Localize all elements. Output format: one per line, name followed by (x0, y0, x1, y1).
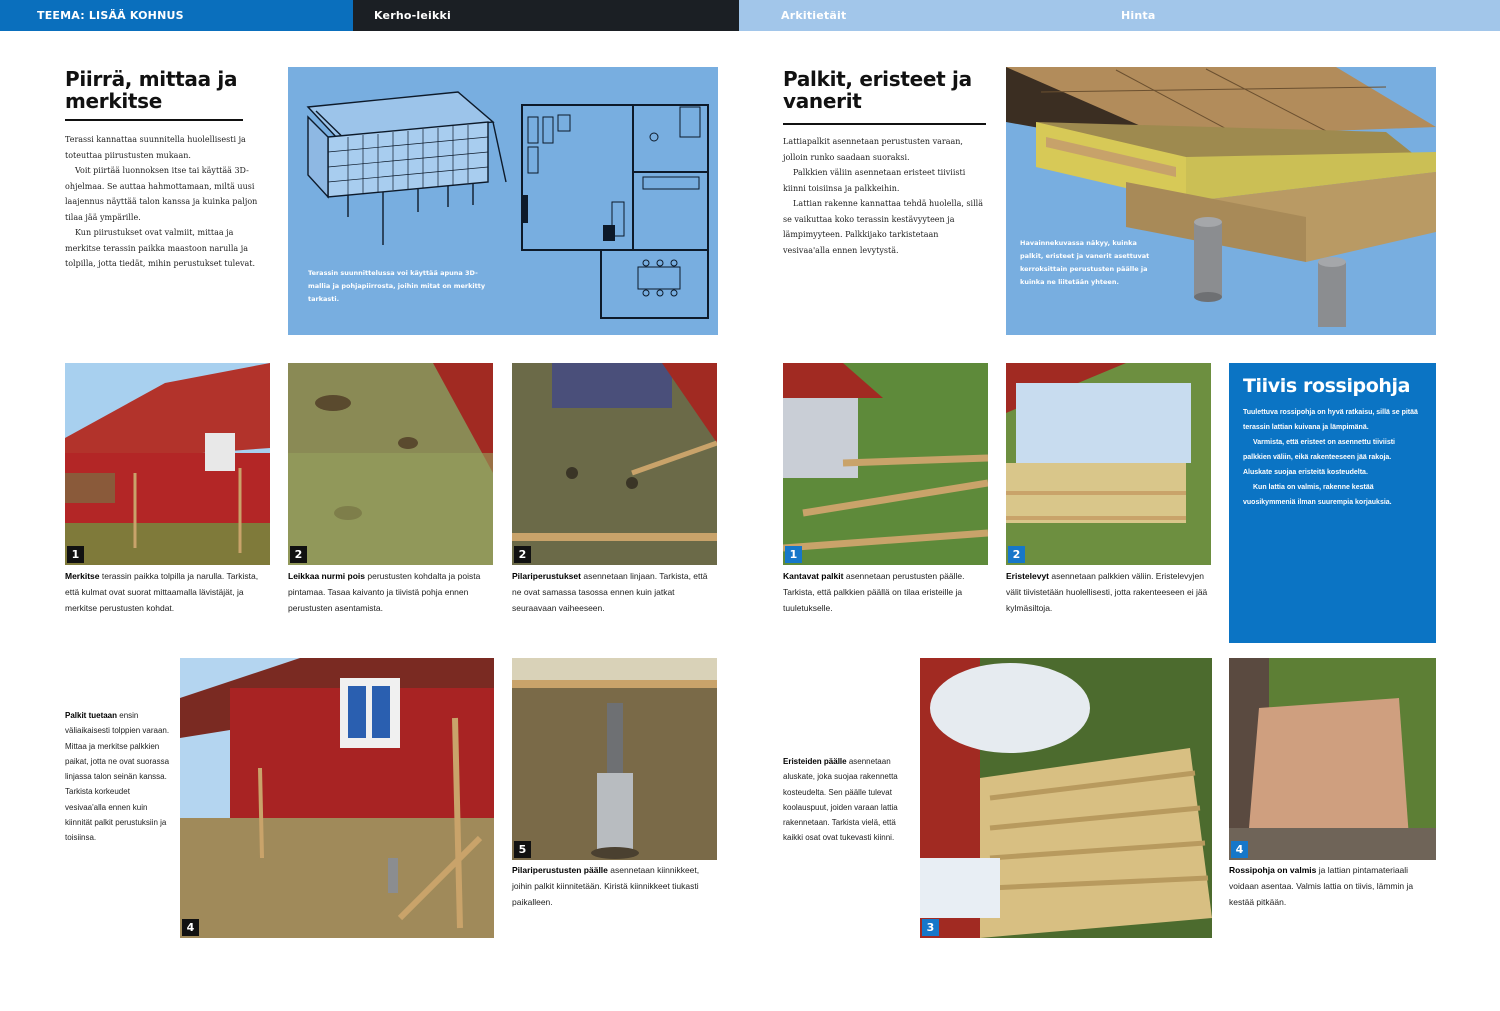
caption-step-2 (288, 568, 493, 616)
caption-lead: Palkit tuetaan (65, 711, 118, 720)
caption-text: perustusten kohdalta ja poista pintamaa. Tasaa kaivanto ja tiivistä pohja ennen perustusten asentamista. (288, 571, 481, 613)
caption-text: ensin väliaikaisesti tolppien varaan. Mittaa ja merkitse palkkien paikat, jotta ne ovat suorassa linjassa talon seinän kanssa. Tarkista korkeudet vesivaa'alla ennen kuin kiinnität palkit perustuksiin ja toisiinsa. (65, 711, 170, 843)
step-number: 3 (922, 919, 939, 936)
paragraph: Voit piirtää luonnoksen itse tai käyttää 3D-ohjelmaa. Se auttaa hahmottamaan, miltä uusi laajennus näyttää talon kanssa ja kuinka paljon tilaa jää ympärille. (65, 166, 258, 222)
plan-diagram (288, 67, 718, 335)
diagram-caption: Havainnekuvassa näkyy, kuinka palkit, eristeet ja vanerit asettuvat kerroksittain perustusten päälle ja kuinka ne liitetään yhteen. (1020, 239, 1150, 286)
step-number: 2 (290, 546, 307, 563)
caption-right-step-1 (783, 568, 988, 616)
photo-step-5 (512, 658, 717, 860)
left-page-title: Piirrä, mittaa ja merkitse (65, 67, 238, 113)
paragraph: Palkkien väliin asennetaan eristeet tiiviisti kiinni toisiinsa ja palkkeihin. (783, 168, 966, 193)
paragraph: Tuulettuva rossipohja on hyvä ratkaisu, sillä se pitää terassin lattian kuivana ja lämpimänä. (1243, 409, 1418, 431)
segment-label: Arkitietäit (781, 9, 847, 22)
diagram-drawing (1006, 67, 1436, 335)
photo-step-2 (288, 363, 493, 565)
step-number: 1 (785, 546, 802, 563)
paragraph: Lattiapalkit asennetaan perustusten varaan, jolloin runko saadaan suoraksi. (783, 137, 963, 162)
step-number: 2 (514, 546, 531, 563)
caption-step-5 (512, 862, 717, 910)
photo-step-1 (65, 363, 270, 565)
photo-right-step-3 (920, 658, 1212, 938)
caption-right-step-3 (783, 754, 910, 846)
pillar-bracket-photo (512, 658, 717, 860)
caption-text: asennetaan aluskate, joka suojaa rakennetta kosteudelta. Sen päälle tulevat koolauspuut, joiden varaan lattia rakennetaan. Tarkista vielä, että kaikki osat ovat tukevasti kiinni. (783, 757, 898, 843)
lawn-photo (288, 363, 493, 565)
photo-right-step-1 (783, 363, 988, 565)
caption-lead: Merkitse (65, 571, 100, 581)
beams-photo (783, 363, 988, 565)
section-label: TEEMA: LISÄÄ KOHNUS (0, 0, 353, 31)
paragraph: Terassi kannattaa suunnitella huolellisesti ja toteuttaa piirustusten mukaan. (65, 135, 246, 160)
house-posts-photo (180, 658, 494, 938)
insulation-photo (1006, 363, 1211, 565)
caption-text: asennetaan linjaan. Tarkista, että ne ovat samassa tasossa ennen kuin jatkat seuraavaan vaiheeseen. (512, 571, 708, 613)
floor-structure-diagram (1006, 67, 1436, 335)
diagram-caption: Terassin suunnittelussa voi käyttää apuna 3D-mallia ja pohjapiirrosta, joihin mitat on merkitty tarkasti. (308, 269, 486, 303)
caption-lead: Pilariperustukset (512, 571, 581, 581)
caption-text: asennetaan palkkien väliin. Eristelevyjen välit tiivistetään huolellisesti, jotta rakenteeseen ei jää kylmäsiltoja. (1006, 571, 1208, 613)
photo-right-step-4 (1229, 658, 1436, 860)
house-marking-photo (65, 363, 270, 565)
caption-right-step-2 (1006, 568, 1211, 616)
caption-step-3 (512, 568, 717, 616)
paragraph: Lattian rakenne kannattaa tehdä huolella, sillä se vaikuttaa koko terassin kestävyyteen ja lämpimyyteen. Palkkijako tarkistetaan vesivaa'alla ennen levytystä. (783, 199, 983, 255)
caption-lead: Eristelevyt (1006, 571, 1049, 581)
segment-label: Hinta (1121, 9, 1156, 22)
step-number: 5 (514, 841, 531, 858)
step-number: 2 (1008, 546, 1025, 563)
caption-lead: Rossipohja on valmis (1229, 865, 1317, 875)
caption-lead: Pilariperustusten päälle (512, 865, 608, 875)
caption-lead: Leikkaa nurmi pois (288, 571, 365, 581)
step-number: 4 (1231, 841, 1248, 858)
step-number: 1 (67, 546, 84, 563)
segment-label: Kerho-leikki (353, 0, 739, 31)
right-page-title: Palkit, eristeet ja vanerit (783, 67, 972, 113)
joists-photo (920, 658, 1212, 938)
caption-text: ja lattian pintamateriaali voidaan asentaa. Valmis lattia on tiivis, lämmin ja kestää pitkään. (1229, 865, 1414, 907)
photo-right-step-2 (1006, 363, 1211, 565)
photo-step-4 (180, 658, 494, 938)
finished-floor-photo (1229, 658, 1436, 860)
divider (65, 119, 243, 121)
caption-lead: Eristeiden päälle (783, 757, 847, 766)
photo-step-3 (512, 363, 717, 565)
caption-step-4 (65, 708, 172, 846)
left-intro (65, 132, 265, 272)
caption-right-step-4 (1229, 862, 1436, 910)
info-box-title: Tiivis rossipohja (1243, 375, 1411, 397)
divider (783, 123, 986, 125)
caption-text: asennetaan perustusten päälle. Tarkista, että palkkien päällä on tilaa eristeille ja tuuletukselle. (783, 571, 965, 613)
step-number: 4 (182, 919, 199, 936)
paragraph: Kun piirustukset ovat valmiit, mittaa ja merkitse terassin paikka maastoon narulla ja tolpilla, jotta tiedät, mihin perustukset tulevat. (65, 228, 255, 268)
info-box (1229, 363, 1436, 643)
foundations-photo (512, 363, 717, 565)
caption-text: asennetaan kiinnikkeet, joihin palkit kiinnitetään. Kiristä kiinnikkeet tiukasti paikalleen. (512, 865, 700, 907)
segment-bar (739, 0, 1500, 31)
paragraph: Varmista, että eristeet on asennettu tiiviisti palkkien väliin, eikä rakenteeseen jää rakoja. Aluskate suojaa eristeitä kosteudelta. (1243, 439, 1395, 476)
caption-step-1 (65, 568, 270, 616)
caption-text: terassin paikka tolpilla ja narulla. Tarkista, että kulmat ovat suorat mittaamalla lävistäjät, ja merkitse perustusten kohdat. (65, 571, 259, 613)
paragraph: Kun lattia on valmis, rakenne kestää vuosikymmeniä ilman suurempia korjauksia. (1243, 484, 1392, 506)
top-bar (0, 0, 1500, 31)
right-intro (783, 134, 983, 258)
caption-lead: Kantavat palkit (783, 571, 844, 581)
